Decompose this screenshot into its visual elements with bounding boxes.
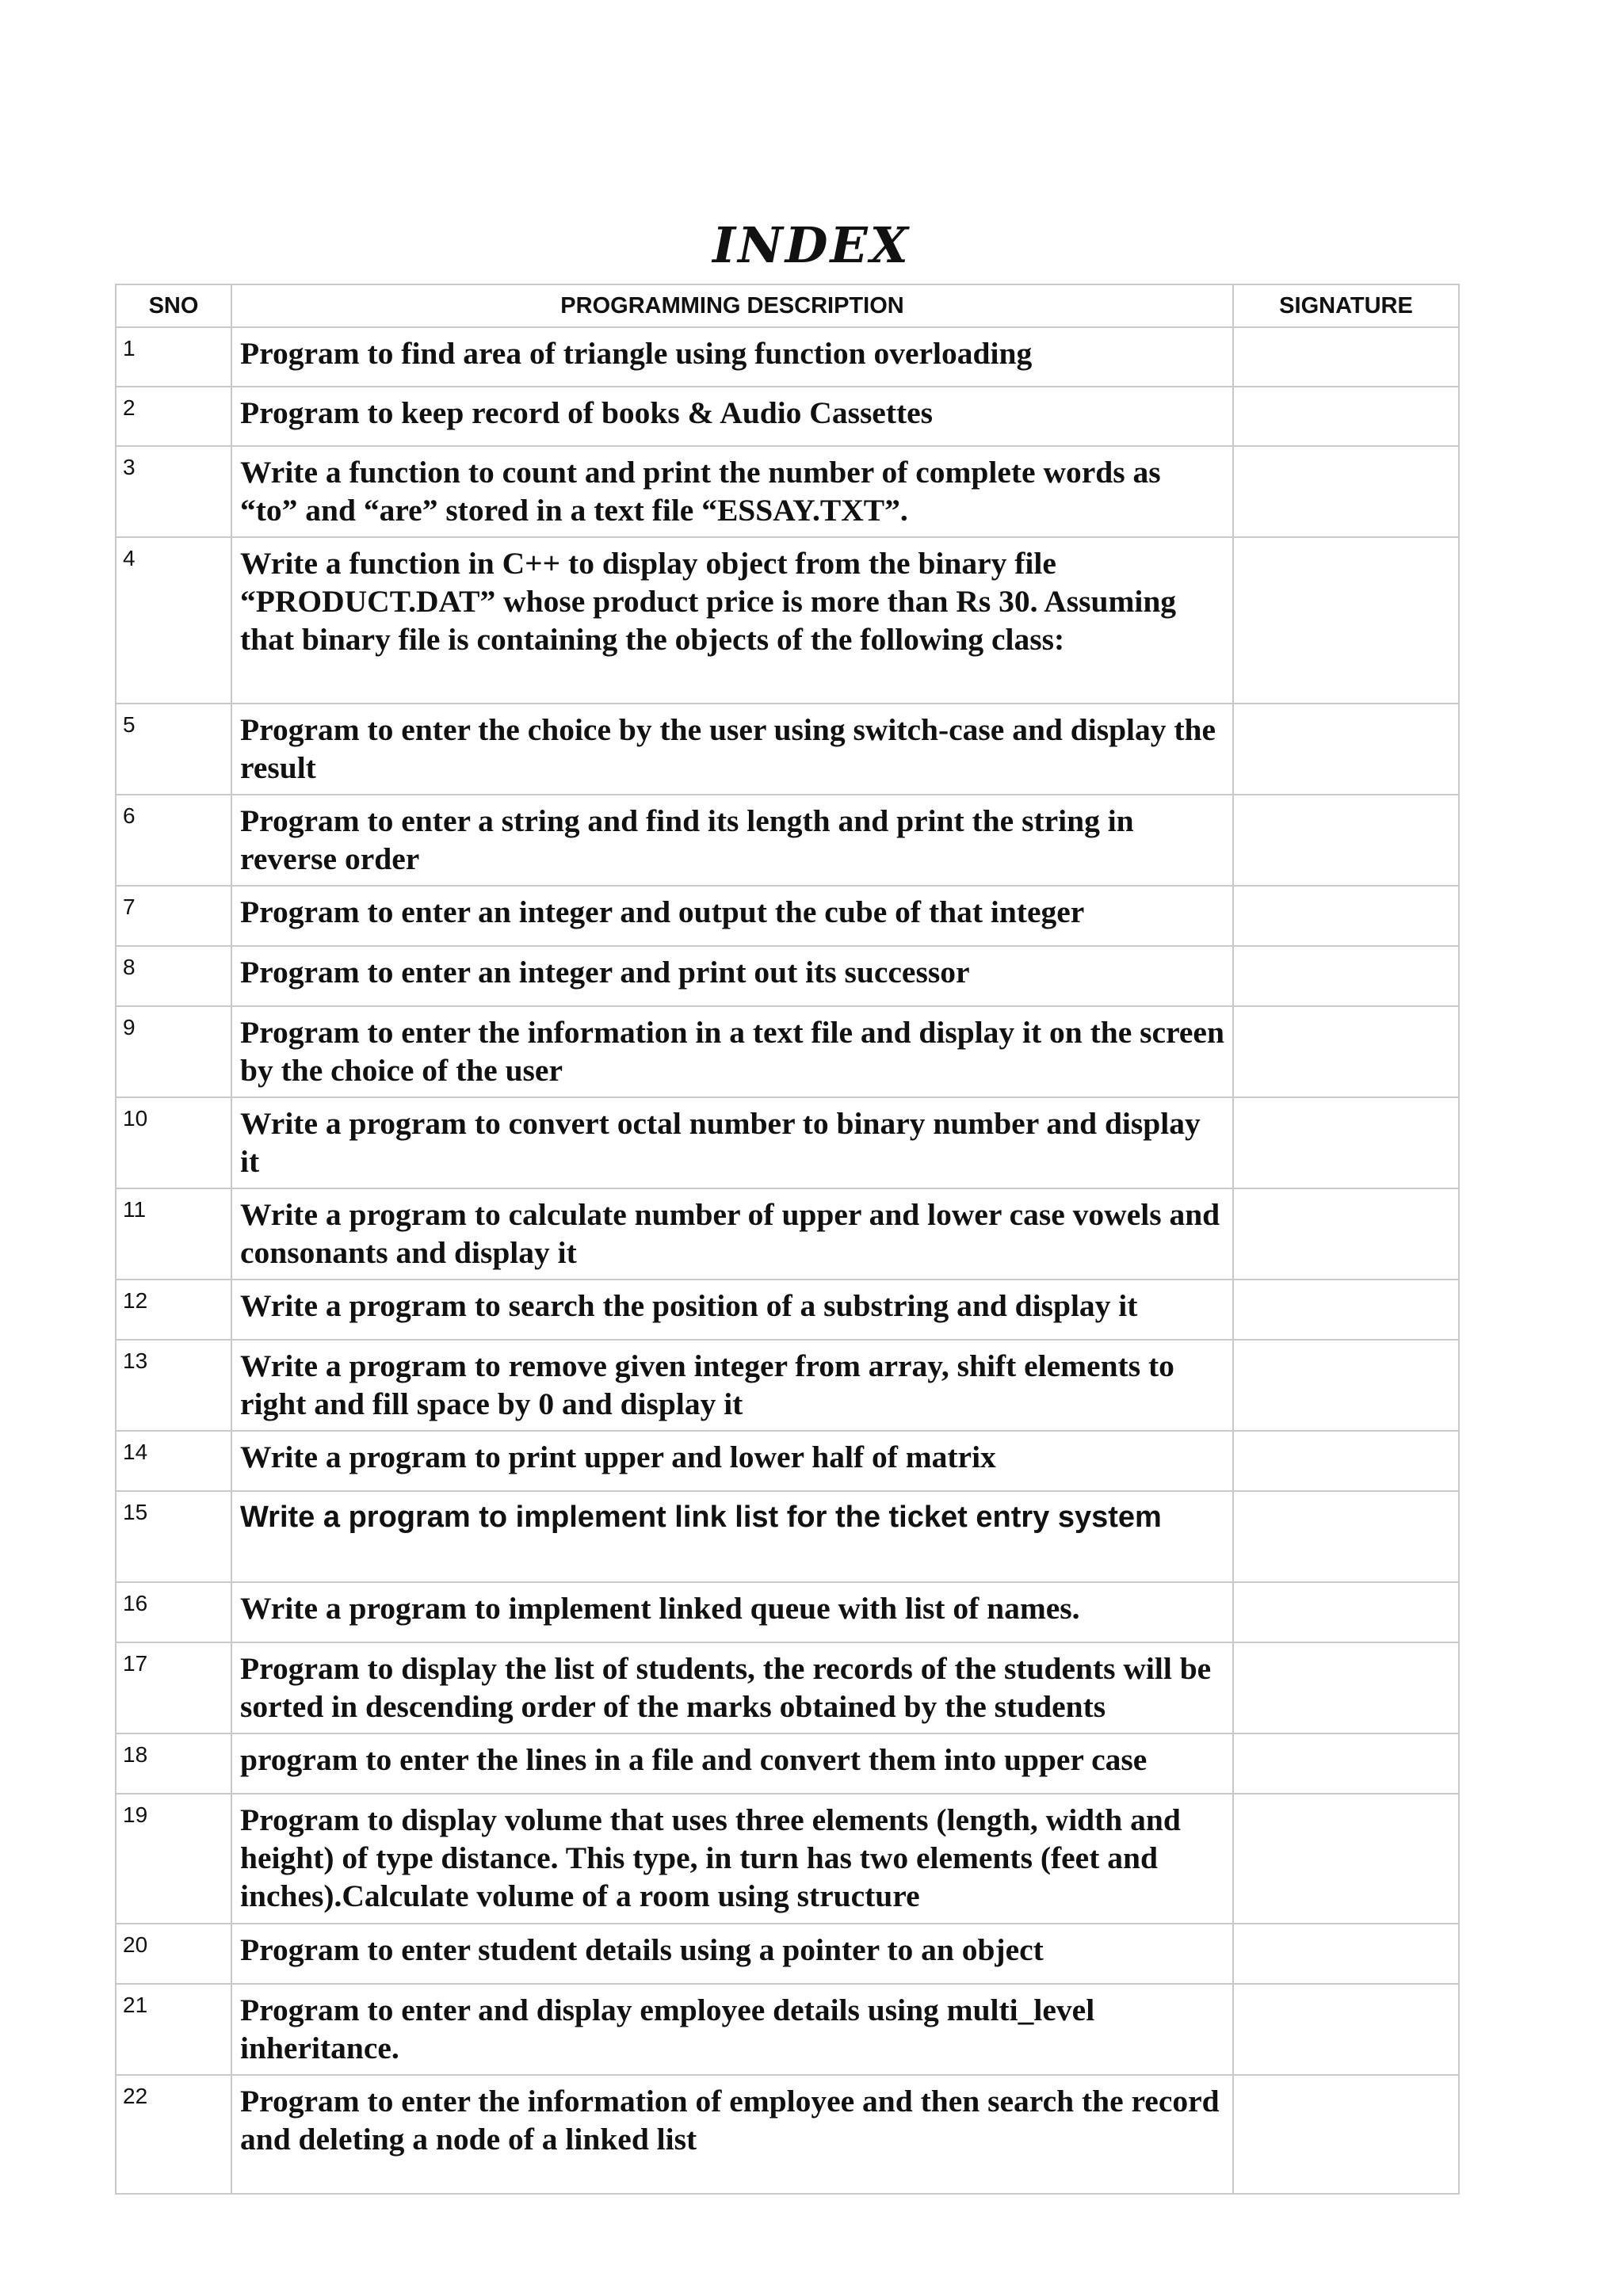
row-signature — [1233, 1097, 1459, 1188]
row-description: Program to enter an integer and print out its successor — [231, 946, 1233, 1006]
row-description: Program to enter the choice by the user using switch-case and display the result — [231, 704, 1233, 795]
table-row — [116, 1794, 1459, 1924]
row-signature — [1233, 886, 1459, 946]
row-sno: 15 — [116, 1491, 231, 1582]
row-sno: 3 — [116, 446, 231, 537]
row-sno: 12 — [116, 1280, 231, 1340]
table-row — [116, 537, 1459, 704]
row-description: Write a function in C++ to display object from the binary file “PRODUCT.DAT” whose product price is more than Rs 30. Assuming that binary file is containing the objects of the following class: — [231, 537, 1233, 704]
table-row — [116, 1188, 1459, 1280]
page-title: INDEX — [712, 216, 911, 274]
table-row — [116, 1924, 1459, 1984]
row-sno: 2 — [116, 387, 231, 446]
row-signature — [1233, 1794, 1459, 1924]
row-signature — [1233, 1491, 1459, 1582]
row-signature — [1233, 1188, 1459, 1280]
row-signature — [1233, 327, 1459, 387]
table-row — [116, 1431, 1459, 1491]
table-header-row — [116, 284, 1459, 327]
row-sno: 16 — [116, 1582, 231, 1642]
row-sno: 10 — [116, 1097, 231, 1188]
table-row — [116, 446, 1459, 537]
row-description: Write a program to implement linked queue with list of names. — [231, 1582, 1233, 1642]
table-row — [116, 2075, 1459, 2194]
row-signature — [1233, 1984, 1459, 2075]
row-sno: 7 — [116, 886, 231, 946]
row-description: Program to enter student details using a pointer to an object — [231, 1924, 1233, 1984]
table-row — [116, 946, 1459, 1006]
row-description: Program to keep record of books & Audio Cassettes — [231, 387, 1233, 446]
row-sno: 6 — [116, 795, 231, 886]
row-description: Program to enter and display employee details using multi_level inheritance. — [231, 1984, 1233, 2075]
table-row — [116, 387, 1459, 446]
row-signature — [1233, 1582, 1459, 1642]
row-description: Write a program to implement link list for the ticket entry system — [231, 1491, 1233, 1582]
row-sno: 14 — [116, 1431, 231, 1491]
row-description: Write a function to count and print the number of complete words as “to” and “are” stored in a text file “ESSAY.TXT”. — [231, 446, 1233, 537]
table-row — [116, 886, 1459, 946]
row-description: Program to display the list of students, the records of the students will be sorted in descending order of the marks obtained by the students — [231, 1642, 1233, 1733]
row-description: Write a program to print upper and lower half of matrix — [231, 1431, 1233, 1491]
table-row — [116, 1006, 1459, 1097]
row-sno: 4 — [116, 537, 231, 704]
table-row — [116, 1984, 1459, 2075]
row-sno: 5 — [116, 704, 231, 795]
row-description: Write a program to remove given integer from array, shift elements to right and fill space by 0 and display it — [231, 1340, 1233, 1431]
table-row — [116, 327, 1459, 387]
row-description: Program to enter the information in a text file and display it on the screen by the choice of the user — [231, 1006, 1233, 1097]
table-row — [116, 1733, 1459, 1794]
row-description: Write a program to convert octal number to binary number and display it — [231, 1097, 1233, 1188]
row-signature — [1233, 387, 1459, 446]
row-signature — [1233, 795, 1459, 886]
row-signature — [1233, 1924, 1459, 1984]
row-signature — [1233, 1006, 1459, 1097]
row-sno: 11 — [116, 1188, 231, 1280]
row-sno: 9 — [116, 1006, 231, 1097]
row-description: Write a program to search the position of a substring and display it — [231, 1280, 1233, 1340]
row-signature — [1233, 1280, 1459, 1340]
row-signature — [1233, 537, 1459, 704]
table-row — [116, 1582, 1459, 1642]
row-signature — [1233, 1733, 1459, 1794]
row-signature — [1233, 1642, 1459, 1733]
row-signature — [1233, 1340, 1459, 1431]
header-description: PROGRAMMING DESCRIPTION — [231, 284, 1233, 327]
row-sno: 21 — [116, 1984, 231, 2075]
row-sno: 1 — [116, 327, 231, 387]
row-sno: 20 — [116, 1924, 231, 1984]
index-table — [115, 284, 1460, 2195]
header-sno: SNO — [116, 284, 231, 327]
row-sno: 17 — [116, 1642, 231, 1733]
row-sno: 8 — [116, 946, 231, 1006]
row-description: Program to enter an integer and output the cube of that integer — [231, 886, 1233, 946]
table-row — [116, 1280, 1459, 1340]
row-sno: 19 — [116, 1794, 231, 1924]
table-row — [116, 1491, 1459, 1582]
row-signature — [1233, 946, 1459, 1006]
header-signature: SIGNATURE — [1233, 284, 1459, 327]
row-sno: 18 — [116, 1733, 231, 1794]
row-sno: 13 — [116, 1340, 231, 1431]
table-row — [116, 1340, 1459, 1431]
row-description: Program to enter a string and find its length and print the string in reverse order — [231, 795, 1233, 886]
row-description: Program to enter the information of employee and then search the record and deleting a node of a linked list — [231, 2075, 1233, 2194]
row-signature — [1233, 704, 1459, 795]
row-signature — [1233, 1431, 1459, 1491]
table-row — [116, 1642, 1459, 1733]
table-row — [116, 795, 1459, 886]
row-signature — [1233, 2075, 1459, 2194]
row-description: Program to display volume that uses three elements (length, width and height) of type distance. This type, in turn has two elements (feet and inches).Calculate volume of a room using structure — [231, 1794, 1233, 1924]
row-signature — [1233, 446, 1459, 537]
row-description: Program to find area of triangle using function overloading — [231, 327, 1233, 387]
table-row — [116, 1097, 1459, 1188]
table-row — [116, 704, 1459, 795]
row-description: Write a program to calculate number of upper and lower case vowels and consonants and display it — [231, 1188, 1233, 1280]
row-description: program to enter the lines in a file and convert them into upper case — [231, 1733, 1233, 1794]
row-sno: 22 — [116, 2075, 231, 2194]
